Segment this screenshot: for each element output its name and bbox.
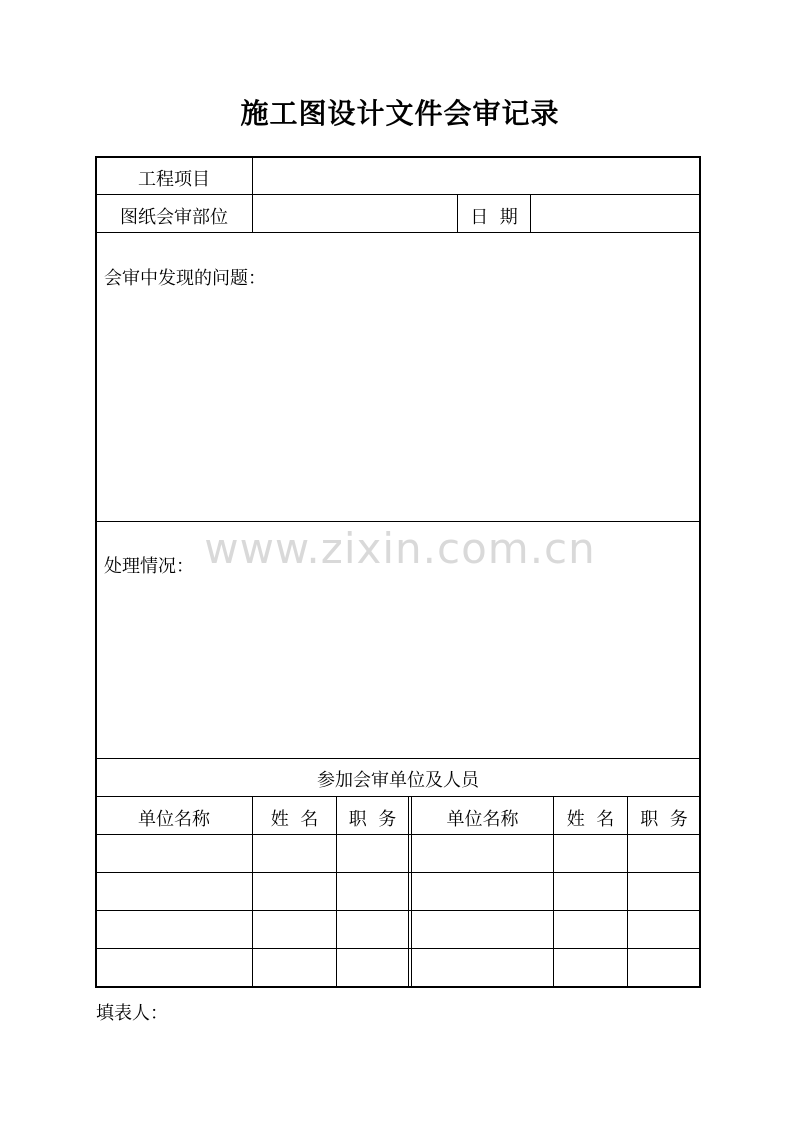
page-title: 施工图设计文件会审记录 — [240, 97, 560, 130]
project-label: 工程项目 — [138, 169, 210, 190]
row-divider — [95, 910, 701, 911]
row-divider — [95, 834, 701, 835]
row-divider — [95, 521, 701, 522]
column-header: 姓 名 — [566, 809, 615, 830]
date-label: 日 期 — [470, 207, 518, 228]
col-divider — [530, 194, 531, 233]
col-divider — [252, 156, 253, 233]
column-header: 姓 名 — [270, 809, 319, 830]
filled-by-label: 填表人： — [96, 1003, 168, 1024]
column-header: 职 务 — [348, 809, 397, 830]
column-header: 单位名称 — [138, 809, 210, 830]
col-divider — [408, 796, 409, 987]
drawing-section-label: 图纸会审部位 — [120, 207, 228, 228]
row-divider — [95, 796, 701, 797]
row-divider — [95, 194, 701, 195]
row-divider — [95, 948, 701, 949]
watermark: www.zixin.com.cn — [204, 524, 596, 573]
row-divider — [95, 758, 701, 759]
handling-label: 处理情况： — [104, 556, 194, 577]
problems-label: 会审中发现的问题： — [104, 268, 266, 289]
participants-header: 参加会审单位及人员 — [317, 770, 479, 791]
row-divider — [95, 872, 701, 873]
column-header: 职 务 — [640, 809, 688, 830]
column-header: 单位名称 — [446, 809, 519, 830]
row-divider — [95, 232, 701, 233]
